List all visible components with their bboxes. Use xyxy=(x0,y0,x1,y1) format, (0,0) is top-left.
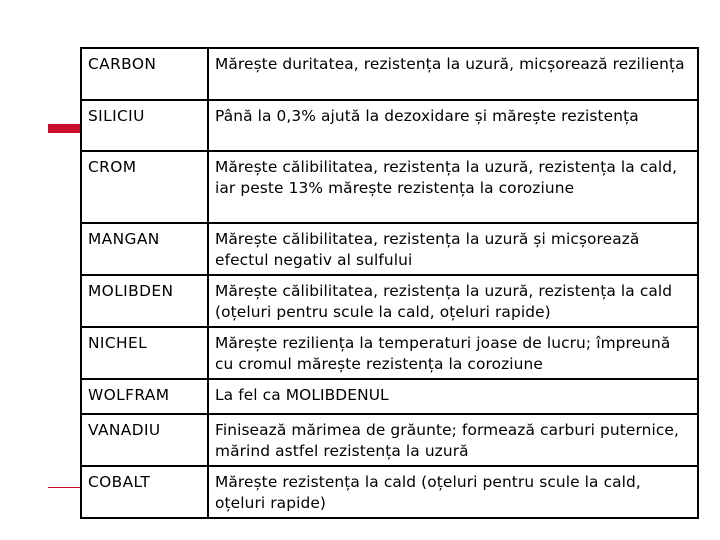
element-effect-cell: Finisează mărimea de grăunte; formează carburi puternice, mărind astfel rezistența la uzură xyxy=(208,414,698,466)
table-row xyxy=(81,151,698,223)
table-row xyxy=(81,223,698,275)
element-name-cell: CARBON xyxy=(81,48,208,100)
element-effect-cell: Mărește duritatea, rezistența la uzură, micșorează reziliența xyxy=(208,48,698,100)
table-row xyxy=(81,466,698,518)
table-row xyxy=(81,414,698,466)
element-name-cell: MOLIBDEN xyxy=(81,275,208,327)
red-accent-bar xyxy=(48,124,80,133)
table-row xyxy=(81,48,698,100)
element-name-cell: NICHEL xyxy=(81,327,208,379)
element-name-cell: VANADIU xyxy=(81,414,208,466)
element-name-cell: SILICIU xyxy=(81,100,208,151)
element-name-cell: MANGAN xyxy=(81,223,208,275)
table-row xyxy=(81,275,698,327)
element-name-cell: COBALT xyxy=(81,466,208,518)
element-effect-cell: La fel ca MOLIBDENUL xyxy=(208,379,698,414)
red-accent-line xyxy=(48,487,80,488)
table-row xyxy=(81,327,698,379)
alloying-elements-table xyxy=(80,47,699,519)
element-effect-cell: Mărește călibilitatea, rezistența la uzură, rezistența la cald, iar peste 13% mărește rezistența la coroziune xyxy=(208,151,698,223)
table-row xyxy=(81,379,698,414)
element-effect-cell: Mărește călibilitatea, rezistența la uzură, rezistența la cald (oțeluri pentru scule la cald, oțeluri rapide) xyxy=(208,275,698,327)
element-effect-cell: Mărește călibilitatea, rezistența la uzură și micșorează efectul negativ al sulfului xyxy=(208,223,698,275)
element-effect-cell: Până la 0,3% ajută la dezoxidare și mărește rezistența xyxy=(208,100,698,151)
element-name-cell: CROM xyxy=(81,151,208,223)
element-name-cell: WOLFRAM xyxy=(81,379,208,414)
element-effect-cell: Mărește rezistența la cald (oțeluri pentru scule la cald, oțeluri rapide) xyxy=(208,466,698,518)
element-effect-cell: Mărește reziliența la temperaturi joase de lucru; împreună cu cromul mărește rezistența la coroziune xyxy=(208,327,698,379)
table-row xyxy=(81,100,698,151)
